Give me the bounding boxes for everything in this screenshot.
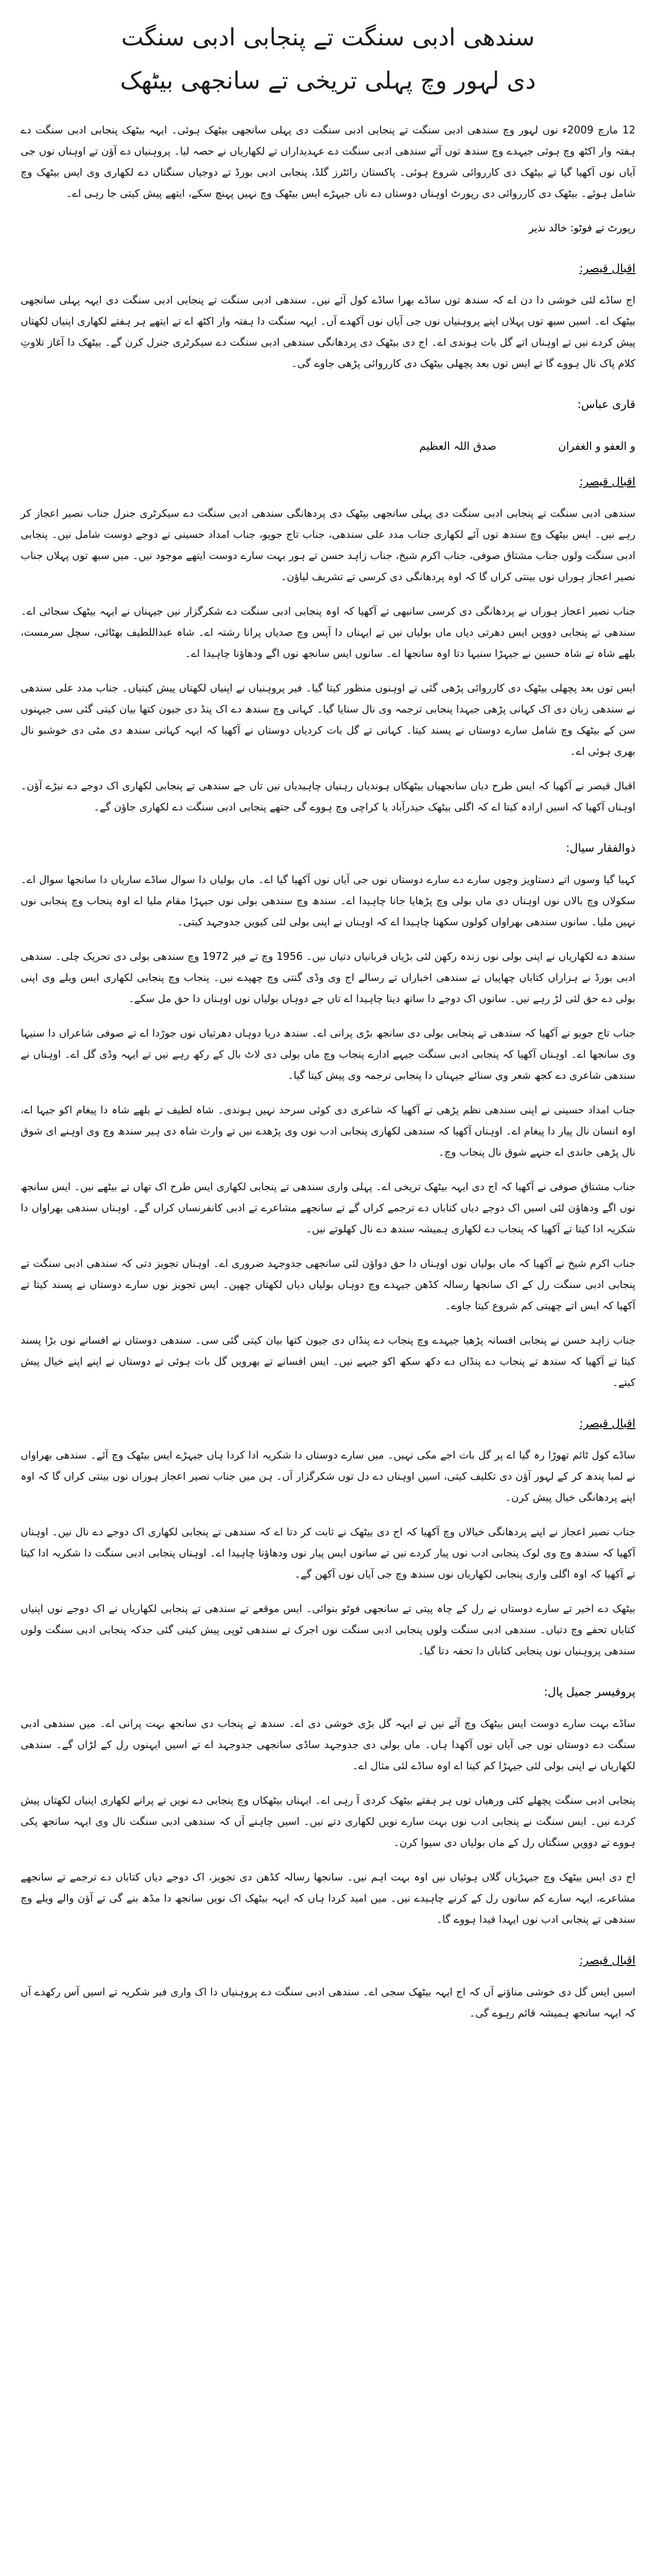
report-credit: رپورٹ تے فوٹو: خالد نذیر [528, 222, 635, 234]
intro-section [21, 120, 635, 238]
page-title-line-1: سندھی ادبی سنگت تے پنجابی ادبی سنگت [121, 23, 535, 51]
speech-paragraph: کہیا گیا وسوں اتے دستاویز وچوں سارے دے سارے دوستاں نوں جی آیاں نوں آکھیا گیا اے۔ ماں بولیاں دا سوال ساڈے ساریاں دا سانجھا سوال اے۔ سکولاں وچ بالاں نوں اوہناں دی ماں بولی وچ پڑھایا جانا چاہیدا اے۔ سندھ وچ سندھی بولی نوں جیہڑا مقام ملیا اے اوہ پنجاب وچ پنجابی نوں نہیں ملیا۔ سانوں سندھی بھراواں کولوں سکھنا چاہیدا اے کہ اوہناں نے اپنی بولی لئی کیویں جدوجہد کیتی۔ [21, 873, 635, 928]
speech-paragraph: ساڈے بہت سارے دوست ایس بیٹھک وچ آئے نیں تے ایہہ گل بڑی خوشی دی اے۔ سندھ تے پنجاب دی سانجھ بہت پرانی اے۔ میں سندھی ادبی سنگت دے دوستاں نوں جی آیاں نوں آکھدا ہاں۔ ماں بولی دی جدوجہد ساڈی سانجھی جدوجہد اے تے اسیں ایہنوں رل کے لڑاں گے۔ سندھی لکھاریاں نے اپنی بولی لئی جیہڑا کم کیتا اے اوہ ساڈے لئی مثال اے۔ [21, 1717, 635, 1772]
speaker-label: اقبال قیصر: [579, 476, 635, 488]
speech-section [21, 395, 635, 415]
speech-paragraph: جناب نصیر اعجاز نے اپنے پردھانگی خیالاں وچ آکھیا کہ اج دی بیٹھک نے ثابت کر دتا اے کہ سندھی تے پنجابی لکھاری اک دوجے دے نال نیں۔ اوہناں آکھیا کہ سندھ وچ وی لوک پنجابی ادب نوں پیار کردے نیں تے سانوں ایس پیار نوں ودھاؤنا چاہیدا اے۔ اوہناں پنجابی ادبی سنگت دا شکریہ ادا کیتا تے آکھیا کہ اوہ اگلی واری پنجابی لکھاریاں نوں سندھ وچ جی آیاں نوں آکھن گے۔ [21, 1526, 635, 1580]
speaker-label: اقبال قیصر: [579, 1954, 635, 1967]
speech-paragraph: جناب نصیر اعجاز ہوراں نے پردھانگی دی کرسی سانبھی تے آکھیا کہ اوہ پنجابی ادبی سنگت دے شکرگزار نیں جیہناں نے ایہہ بیٹھک سجائی اے۔ سندھی تے پنجابی دوویں ایس دھرتی دیاں ماں بولیاں نیں تے ایہناں دا آپس وچ صدیاں پرانا رشتہ اے۔ شاہ عبداللطیف بھٹائی، سچل سرمست، بلھے شاہ تے شاہ حسین نے جیہڑا سنیہا دتا اوہ سانجھا اے۔ سانوں ایس سانجھ نوں اگے ودھاؤنا چاہیدا اے۔ [21, 605, 635, 659]
speech-paragraph: سندھی ادبی سنگت تے پنجابی ادبی سنگت دی پہلی سانجھی بیٹھک دی پردھانگی سندھی ادبی سنگت دے سیکرٹری جنرل جناب نصیر اعجاز کر رہے نیں۔ ایس بیٹھک وچ سندھ توں آئے لکھاری جناب مدد علی سندھی، جناب تاج جویو، جناب امداد حسینی تے دوجے دوست شامل نیں۔ پنجابی ادبی سنگت ولوں جناب مشتاق صوفی، جناب اکرم شیخ، جناب زاہد حسن تے ہور بہت سارے دوست ایتھے موجود نیں۔ میں سبھ توں پہلاں جناب نصیر اعجاز ہوراں نوں بینتی کراں گا کہ اوہ پردھانگی دی کرسی تے تشریف لیاؤن۔ [21, 507, 635, 583]
speech-section [21, 1951, 635, 2024]
speech-paragraph: اج دی ایس بیٹھک وچ جیہڑیاں گلاں ہوئیاں نیں اوہ بہت اہم نیں۔ سانجھا رسالہ کڈھن دی تجویز، اک دوجے دیاں کتاباں دے ترجمے تے سانجھے مشاعرے، ایہہ سارے کم سانوں رل کے کرنے چاہیدے نیں۔ میں امید کردا ہاں کہ ایہہ بیٹھک اک نویں سانجھ دا مڈھ بنے گی تے آؤن والے ویلے وچ سندھی تے پنجابی ادب نوں ایہدا فیدا ہووے گا۔ [21, 1871, 635, 1925]
page-title-line-2: دی لہور وچ پہلی تریخی تے سانجھی بیٹھک [120, 66, 536, 94]
prayer-left: صدق اللہ العظیم [419, 440, 497, 452]
speech-section [21, 259, 635, 374]
speech-paragraph: ساڈے کول ٹائم تھوڑا رہ گیا اے پر گل بات اجے مکی نہیں۔ میں سارے دوستاں دا شکریہ ادا کردا ہاں جیہڑے ایس بیٹھک وچ آئے۔ سندھی بھراواں نے لمبا پندھ کر کے لہور آؤن دی تکلیف کیتی، اسیں اوہناں دے دل توں شکرگزار آں۔ ہن میں جناب نصیر اعجاز ہوراں نوں بینتی کراں گا کہ اوہ اپنے پردھانگی خیال پیش کرن۔ [21, 1449, 635, 1503]
speech-paragraph: سندھ دے لکھاریاں نے اپنی بولی نوں زندہ رکھن لئی بڑیاں قربانیاں دتیاں نیں۔ 1956 وچ تے فیر 1972 وچ سندھی بولی دی تحریک چلی۔ سندھی ادبی بورڈ نے ہزاراں کتاباں چھاپیاں تے سندھی اخباراں تے رسالے اج وی وڈی گنتی وچ چھپدے نیں۔ پنجاب وچ پنجابی لکھاری ایس ویلے وی اپنی بولی دے حق لئی لڑ رہے نیں۔ سانوں اک دوجے دا ساتھ دینا چاہیدا اے تاں جے دوہاں بولیاں نوں اوہناں دا حق مل سکے۔ [21, 950, 635, 1005]
speaker-label: قاری عباس: [577, 398, 635, 411]
speech-section [21, 472, 635, 818]
speaker-label: ذوالفقار سیال: [566, 842, 635, 855]
speech-paragraph: جناب زاہد حسن نے پنجابی افسانہ پڑھیا جیہدے وچ پنجاب دے پنڈاں دی جیون کتھا بیان کیتی گئی سی۔ سندھی دوستاں نے افسانے نوں بڑا پسند کیتا تے آکھیا کہ سندھ تے پنجاب دے پنڈاں دے دکھ سکھ اکو جیہے نیں۔ ایس افسانے تے بھرویں گل بات ہوئی تے دوستاں نے اپنے اپنے خیال پیش کیتے۔ [21, 1334, 635, 1388]
speech-section [21, 838, 635, 1393]
speaker-label: پروفیسر جمیل پال: [544, 1686, 635, 1699]
speech-paragraph: اج ساڈے لئی خوشی دا دن اے کہ سندھ توں ساڈے بھرا ساڈے کول آئے نیں۔ سندھی ادبی سنگت تے پنجابی ادبی سنگت دی ایہہ پہلی سانجھی بیٹھک اے۔ اسیں سبھ توں پہلاں اپنے پروہنیاں نوں جی آیاں نوں آکھدے آں۔ ایہہ سنگت دا ہفتہ وار اکٹھ اے تے ایتھے ہر ہفتے لکھاری اپنیاں لکھتاں پیش کردے نیں تے اوہناں اتے گل بات ہوندی اے۔ اج دی بیٹھک دی پردھانگی سندھی ادبی سنگت دے سیکرٹری جنرل کرن گے۔ بیٹھک دا آغاز تلاوتِ کلام پاک نال ہووے گا تے ایس توں بعد پچھلی بیٹھک دی کارروائی پڑھی جاوے گی۔ [21, 294, 635, 369]
speech-paragraph: ایس توں بعد پچھلی بیٹھک دی کارروائی پڑھی گئی تے اوہنوں منظور کیتا گیا۔ فیر پروہنیاں نے اپنیاں لکھتاں پیش کیتیاں۔ جناب مدد علی سندھی نے سندھی زبان دی اک کہانی پڑھی جیہدا پنجابی ترجمہ وی نال سنایا گیا۔ کہانی وچ سندھ دے اک پنڈ دی جیون کتھا بیان کیتی گئی سی جیہنوں سن کے بیٹھک وچ شامل سارے دوستاں نے پسند کیتا۔ کہانی تے گل بات کردیاں دوستاں نے آکھیا کہ ایہہ کہانی سندھ دی مٹی دی خوشبو نال بھری ہوئی اے۔ [21, 682, 635, 757]
speech-section [21, 1682, 635, 1930]
speech-paragraph: جناب تاج جویو نے آکھیا کہ سندھی تے پنجابی بولی دی سانجھ بڑی پرانی اے۔ سندھ دریا دوہاں دھرتیاں نوں جوڑدا اے تے صوفی شاعراں دا سنیہا وی سانجھا اے۔ اوہناں آکھیا کہ پنجابی ادبی سنگت جیہے ادارے پنجاب وچ ماں بولی دی لاٹ بال کے رکھ رہے نیں تے ایہہ وڈی گل اے۔ اوہناں نے سندھی شاعری دے کجھ شعر وی سنائے جیہناں دا پنجابی ترجمہ وی پیش کیتا گیا۔ [21, 1027, 635, 1081]
intro-paragraph: 12 مارچ 2009ء نوں لہور وچ سندھی ادبی سنگت تے پنجابی ادبی سنگت دی پہلی سانجھی بیٹھک ہوئی۔ ایہہ بیٹھک پنجابی ادبی سنگت دے ہفتہ وار اکٹھ وچ ہوئی جیہدے وچ سندھ توں آئے سندھی ادبی سنگت دے عہدیداراں تے لکھاریاں نے حصہ لیا۔ پروہنیاں دے آؤن تے اوہناں نوں جی آیاں نوں آکھیا گیا تے بیٹھک دی کارروائی شروع ہوئی۔ پاکستان رائٹرز گلڈ، پنجابی ادبی بورڈ تے دوجیاں سنگتاں دے لکھاری وی ایس بیٹھک وچ شامل ہوئے۔ بیٹھک دی کارروائی دی رپورٹ اوہناں دوستاں دے ناں جیہڑے ایس بیٹھک وچ نہیں پہنچ سکے، ایتھے پیش کیتی جا رہی اے۔ [21, 124, 636, 199]
title-block [21, 15, 635, 102]
speech-section [21, 1414, 635, 1662]
speech-paragraph: جناب امداد حسینی نے اپنی سندھی نظم پڑھی تے آکھیا کہ شاعری دی کوئی سرحد نہیں ہوندی۔ شاہ لطیف تے بلھے شاہ دا پیغام اکو جیہا اے، اوہ انسان نال پیار دا پیغام اے۔ اوہناں آکھیا کہ سندھی لکھاری پنجابی ادب نوں وی پڑھدے نیں تے وارث شاہ دی ہیر سندھ وچ وی اوہنے ای شوق نال پڑھی جاندی اے جنہے شوق نال پنجاب وچ۔ [21, 1104, 635, 1158]
prayer-right: و العفو و الغفران [558, 440, 635, 452]
speaker-label: اقبال قیصر: [579, 262, 635, 275]
speech-paragraph: پنجابی ادبی سنگت پچھلے کئی ورھیاں توں ہر ہفتے بیٹھک کردی آ رہی اے۔ ایہناں بیٹھکاں وچ پنجابی دے نویں تے پرانے لکھاری اپنیاں لکھتاں پیش کردے نیں۔ ایس سنگت نے پنجابی ادب نوں بہت سارے نویں لکھاری دتے نیں۔ اسیں چاہنے آں کہ سندھی ادبی سنگت نال وی ایہہ سانجھ پکی ہووے تے دوویں سنگتاں رل کے ماں بولیاں دی سیوا کرن۔ [21, 1794, 635, 1849]
speech-paragraph: اسیں ایس گل دی خوشی مناؤنے آں کہ اج ایہہ بیٹھک سجی اے۔ سندھی ادبی سنگت دے پروہنیاں دا اک واری فیر شکریہ تے اسیں آس رکھدے آں کہ ایہہ سانجھ ہمیشہ قائم رہوے گی۔ [21, 1986, 635, 2019]
speech-paragraph: اقبال قیصر نے آکھیا کہ ایس طرح دیاں سانجھیاں بیٹھکاں ہوندیاں رہنیاں چاہیدیاں نیں تاں جے سندھی تے پنجابی لکھاری اک دوجے دے نیڑے آؤن۔ اوہناں آکھیا کہ اسیں ارادہ کیتا اے کہ اگلی بیٹھک حیدرآباد یا کراچی وچ ہووے گی جتھے پنجابی ادبی سنگت دے لکھاری جاؤن گے۔ [21, 779, 635, 813]
speech-paragraph: بیٹھک دے اخیر تے سارے دوستاں نے رل کے چاہ پیتی تے سانجھی فوٹو بنوائی۔ ایس موقعے تے سندھی تے پنجابی لکھاریاں نے اک دوجے نوں اپنیاں کتاباں تحفے وچ دتیاں۔ سندھی ادبی سنگت ولوں پنجابی ادبی سنگت نوں اجرک تے سندھی ٹوپی پیش کیتی گئی جدکہ پنجابی ادبی سنگت ولوں سندھی پروہنیاں نوں پنجابی کتاباں دا تحفہ دتا گیا۔ [21, 1602, 635, 1657]
speech-paragraph: جناب مشتاق صوفی نے آکھیا کہ اج دی ایہہ بیٹھک تریخی اے۔ پہلی واری سندھی تے پنجابی لکھاری ایس طرح اک تھاں تے بیٹھے نیں۔ ایس سانجھ نوں اگے ودھاؤن لئی اسیں اک دوجے دیاں کتاباں دے ترجمے کراں گے تے سانجھے مشاعرے تے ادبی کانفرنساں کراں گے۔ اوہناں سندھی بھراواں دا شکریہ ادا کیتا تے آکھیا کہ پنجاب دے لکھاری ہمیشہ سندھ دے نال کھلوتے نیں۔ [21, 1180, 635, 1235]
speaker-label: اقبال قیصر: [579, 1417, 635, 1430]
prayer-row [21, 436, 635, 456]
speech-paragraph: جناب اکرم شیخ نے آکھیا کہ ماں بولیاں نوں اوہناں دا حق دواؤن لئی سانجھی جدوجہد ضروری اے۔ اوہناں تجویز دتی کہ سندھی ادبی سنگت تے پنجابی ادبی سنگت رل کے اک سانجھا رسالہ کڈھن جیہدے وچ دوہاں بولیاں دیاں لکھتاں چھپن۔ ایس تجویز نوں سارے دوستاں نے پسند کیتا تے آکھیا کہ ایس اتے چھیتی کم شروع کیتا جاوے۔ [21, 1257, 635, 1312]
